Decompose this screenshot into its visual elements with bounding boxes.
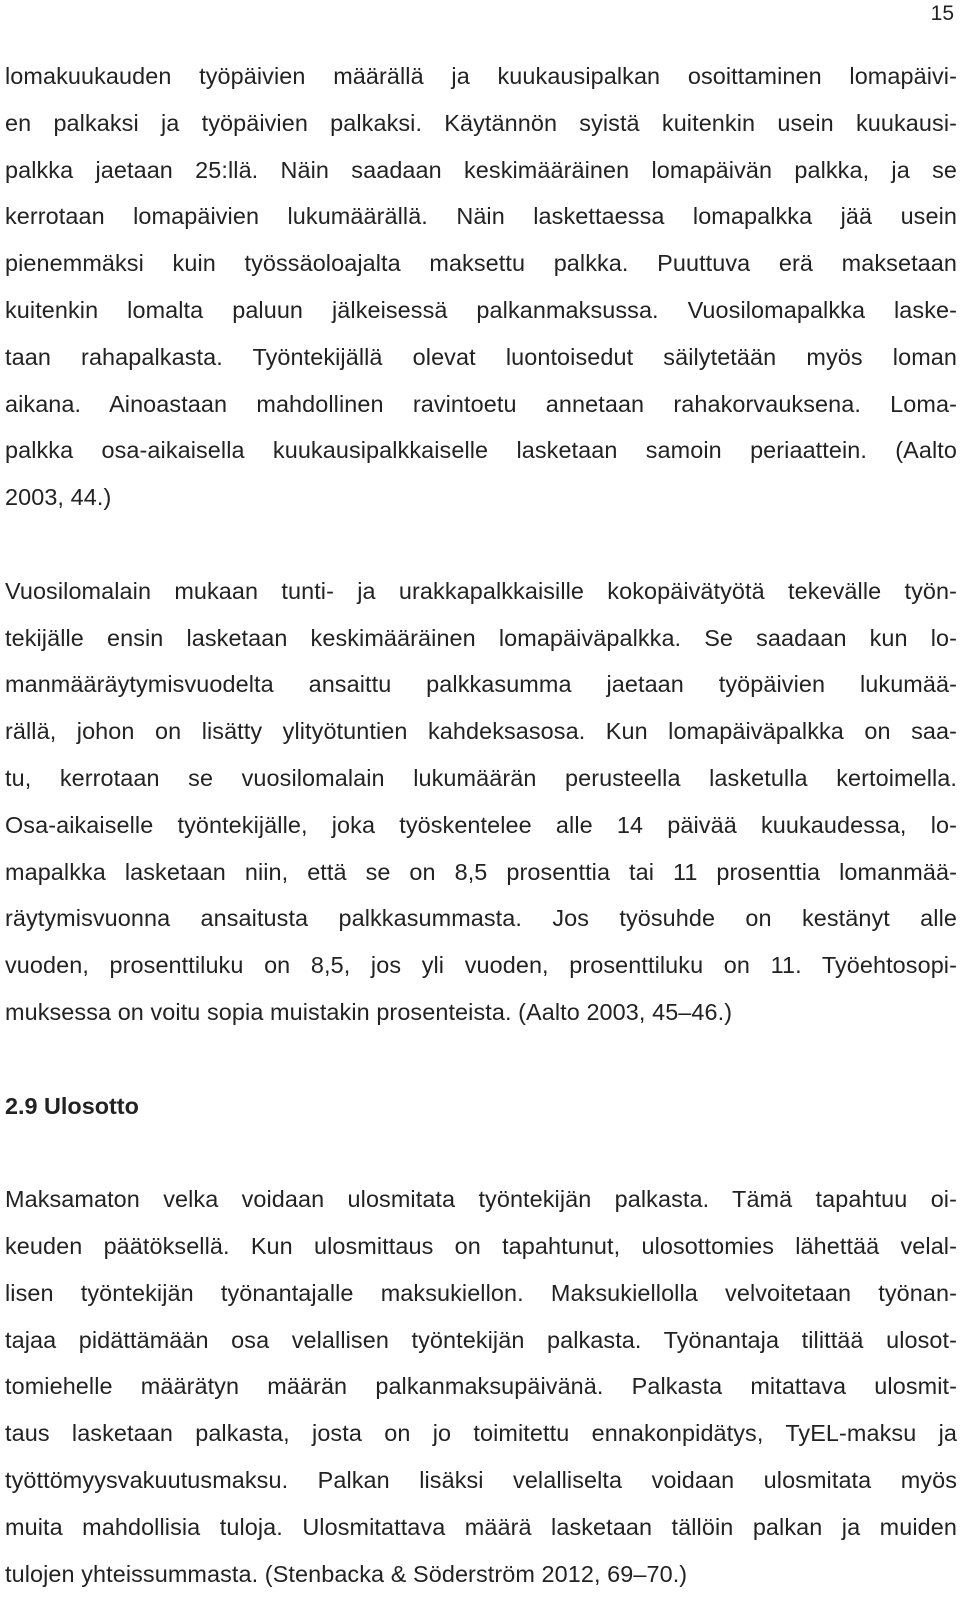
text-line: rällä, johon on lisätty ylityötuntien kahdeksasosa. Kun lomapäiväpalkka on saa- — [5, 708, 957, 755]
text-line: Osa-aikaiselle työntekijälle, joka työskentelee alle 14 päivää kuukaudessa, lo- — [5, 802, 957, 849]
text-line: Maksamaton velka voidaan ulosmitata työntekijän palkasta. Tämä tapahtuu oi- — [5, 1176, 957, 1223]
text-line: aikana. Ainoastaan mahdollinen ravintoetu annetaan rahakorvauksena. Loma- — [5, 381, 957, 428]
paragraph-gap — [5, 1036, 957, 1083]
text-line: keuden päätöksellä. Kun ulosmittaus on tapahtunut, ulosottomies lähettää velal- — [5, 1223, 957, 1270]
paragraph-vacation-pay-hourly — [5, 568, 957, 1036]
text-line: tulojen yhteissummasta. (Stenbacka & Söderström 2012, 69–70.) — [5, 1551, 957, 1597]
text-line: lomakuukauden työpäivien määrällä ja kuukausipalkan osoittaminen lomapäivi- — [5, 53, 957, 100]
text-line: tomiehelle määrätyn määrän palkanmaksupäivänä. Palkasta mitattava ulosmit- — [5, 1363, 957, 1410]
text-line: taan rahapalkasta. Työntekijällä olevat luontoisedut säilytetään myös loman — [5, 334, 957, 381]
text-line: tajaa pidättämään osa velallisen työntekijän palkasta. Työnantaja tilittää ulosot- — [5, 1317, 957, 1364]
text-line: Vuosilomalain mukaan tunti- ja urakkapalkkaisille kokopäivätyötä tekevälle työn- — [5, 568, 957, 615]
document-body — [5, 53, 957, 1597]
text-line: 2003, 44.) — [5, 474, 957, 521]
text-line: työttömyysvakuutusmaksu. Palkan lisäksi velalliselta voidaan ulosmitata myös — [5, 1457, 957, 1504]
section-heading: 2.9 Ulosotto — [5, 1083, 957, 1130]
paragraph-gap — [5, 521, 957, 568]
text-line: taus lasketaan palkasta, josta on jo toimitettu ennakonpidätys, TyEL-maksu ja — [5, 1410, 957, 1457]
text-line: palkka osa-aikaisella kuukausipalkkaiselle lasketaan samoin periaattein. (Aalto — [5, 427, 957, 474]
text-line: lisen työntekijän työnantajalle maksukiellon. Maksukiellolla velvoitetaan työnan- — [5, 1270, 957, 1317]
text-line: kerrotaan lomapäivien lukumäärällä. Näin laskettaessa lomapalkka jää usein — [5, 193, 957, 240]
text-line: vuoden, prosenttiluku on 8,5, jos yli vuoden, prosenttiluku on 11. Työehtosopi- — [5, 942, 957, 989]
text-line: tekijälle ensin lasketaan keskimääräinen lomapäiväpalkka. Se saadaan kun lo- — [5, 615, 957, 662]
paragraph-vacation-pay-monthly — [5, 53, 957, 521]
text-line: muita mahdollisia tuloja. Ulosmitattava määrä lasketaan tällöin palkan ja muiden — [5, 1504, 957, 1551]
page-number: 15 — [931, 2, 954, 26]
text-line: räytymisvuonna ansaitusta palkkasummasta. Jos työsuhde on kestänyt alle — [5, 895, 957, 942]
paragraph-distraint — [5, 1176, 957, 1597]
text-line: kuitenkin lomalta paluun jälkeisessä palkanmaksussa. Vuosilomapalkka laske- — [5, 287, 957, 334]
text-line: en palkaksi ja työpäivien palkaksi. Käytännön syistä kuitenkin usein kuukausi- — [5, 100, 957, 147]
text-line: pienemmäksi kuin työssäoloajalta maksettu palkka. Puuttuva erä maksetaan — [5, 240, 957, 287]
text-line: mapalkka lasketaan niin, että se on 8,5 prosenttia tai 11 prosenttia lomanmää- — [5, 849, 957, 896]
text-line: manmääräytymisvuodelta ansaittu palkkasumma jaetaan työpäivien lukumää- — [5, 661, 957, 708]
text-line: muksessa on voitu sopia muistakin prosenteista. (Aalto 2003, 45–46.) — [5, 989, 957, 1036]
text-line: palkka jaetaan 25:llä. Näin saadaan keskimääräinen lomapäivän palkka, ja se — [5, 147, 957, 194]
text-line: tu, kerrotaan se vuosilomalain lukumäärän perusteella lasketulla kertoimella. — [5, 755, 957, 802]
paragraph-gap — [5, 1129, 957, 1176]
